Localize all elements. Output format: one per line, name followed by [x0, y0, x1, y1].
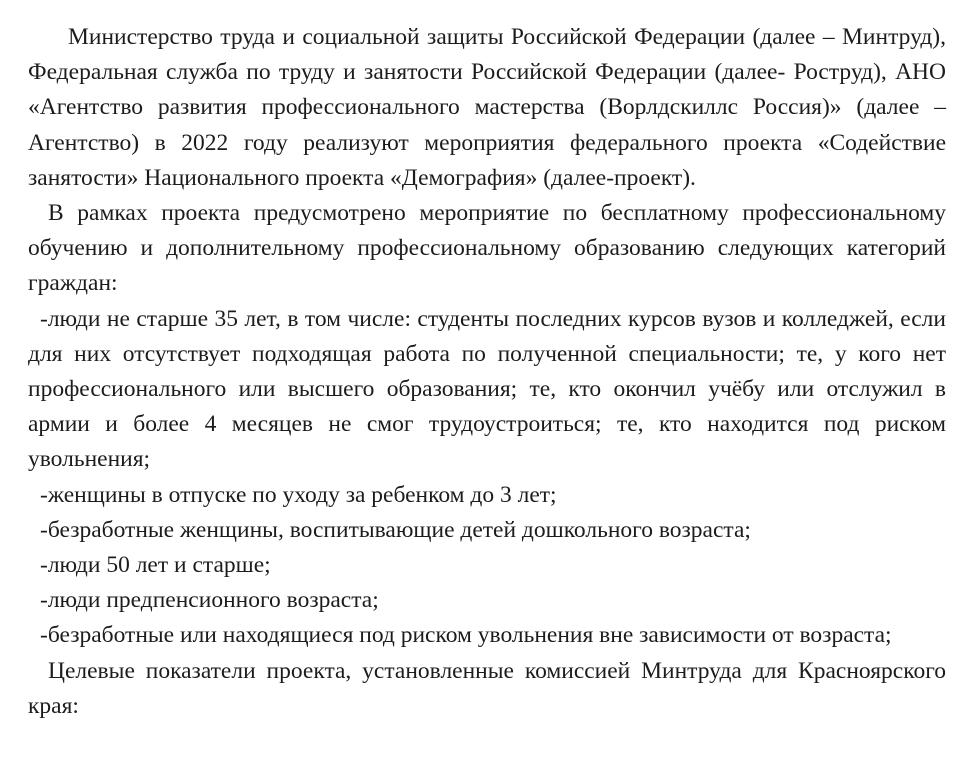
- paragraph-project-scope: В рамках проекта предусмотрено мероприятие по бесплатному профессиональному обучению и дополнительному профессиональному образованию следующих категорий граждан:: [28, 200, 946, 297]
- list-item-unemployed-mothers: -безработные женщины, воспитывающие детей дошкольного возраста;: [40, 516, 751, 543]
- document-page: [28, 20, 946, 724]
- list-item-age-50-plus: -люди 50 лет и старше;: [40, 552, 271, 579]
- list-item-risk-of-dismissal: -безработные или находящиеся под риском увольнения вне зависимости от возраста;: [40, 622, 892, 649]
- list-item-pre-retirement: -люди предпенсионного возраста;: [40, 587, 379, 614]
- paragraph-intro: Министерство труда и социальной защиты Российской Федерации (далее – Минтруд), Федеральная служба по труду и занятости Российской Федерации (далее- Роструд), АНО «Агентство развития профессионального мастерства (Ворлдскиллс Россия)» (далее – Агентство) в 2022 году реализуют мероприятия федерального проекта «Содействие занятости» Национального проекта «Демография» (далее-проект).: [28, 24, 946, 191]
- paragraph-target-indicators: Целевые показатели проекта, установленные комиссией Минтруда для Красноярского края:: [28, 657, 946, 719]
- list-item-maternity-leave: -женщины в отпуске по уходу за ребенком до 3 лет;: [40, 481, 557, 508]
- list-item-youth: -люди не старше 35 лет, в том числе: студенты последних курсов вузов и колледжей, если для них отсутствует подходящая работа по полученной специальности; те, у кого нет профессионального или высшего образования; те, кто окончил учёбу или отслужил в армии и более 4 месяцев не смог трудоустроиться; те, кто находится под риском увольнения;: [28, 305, 946, 473]
